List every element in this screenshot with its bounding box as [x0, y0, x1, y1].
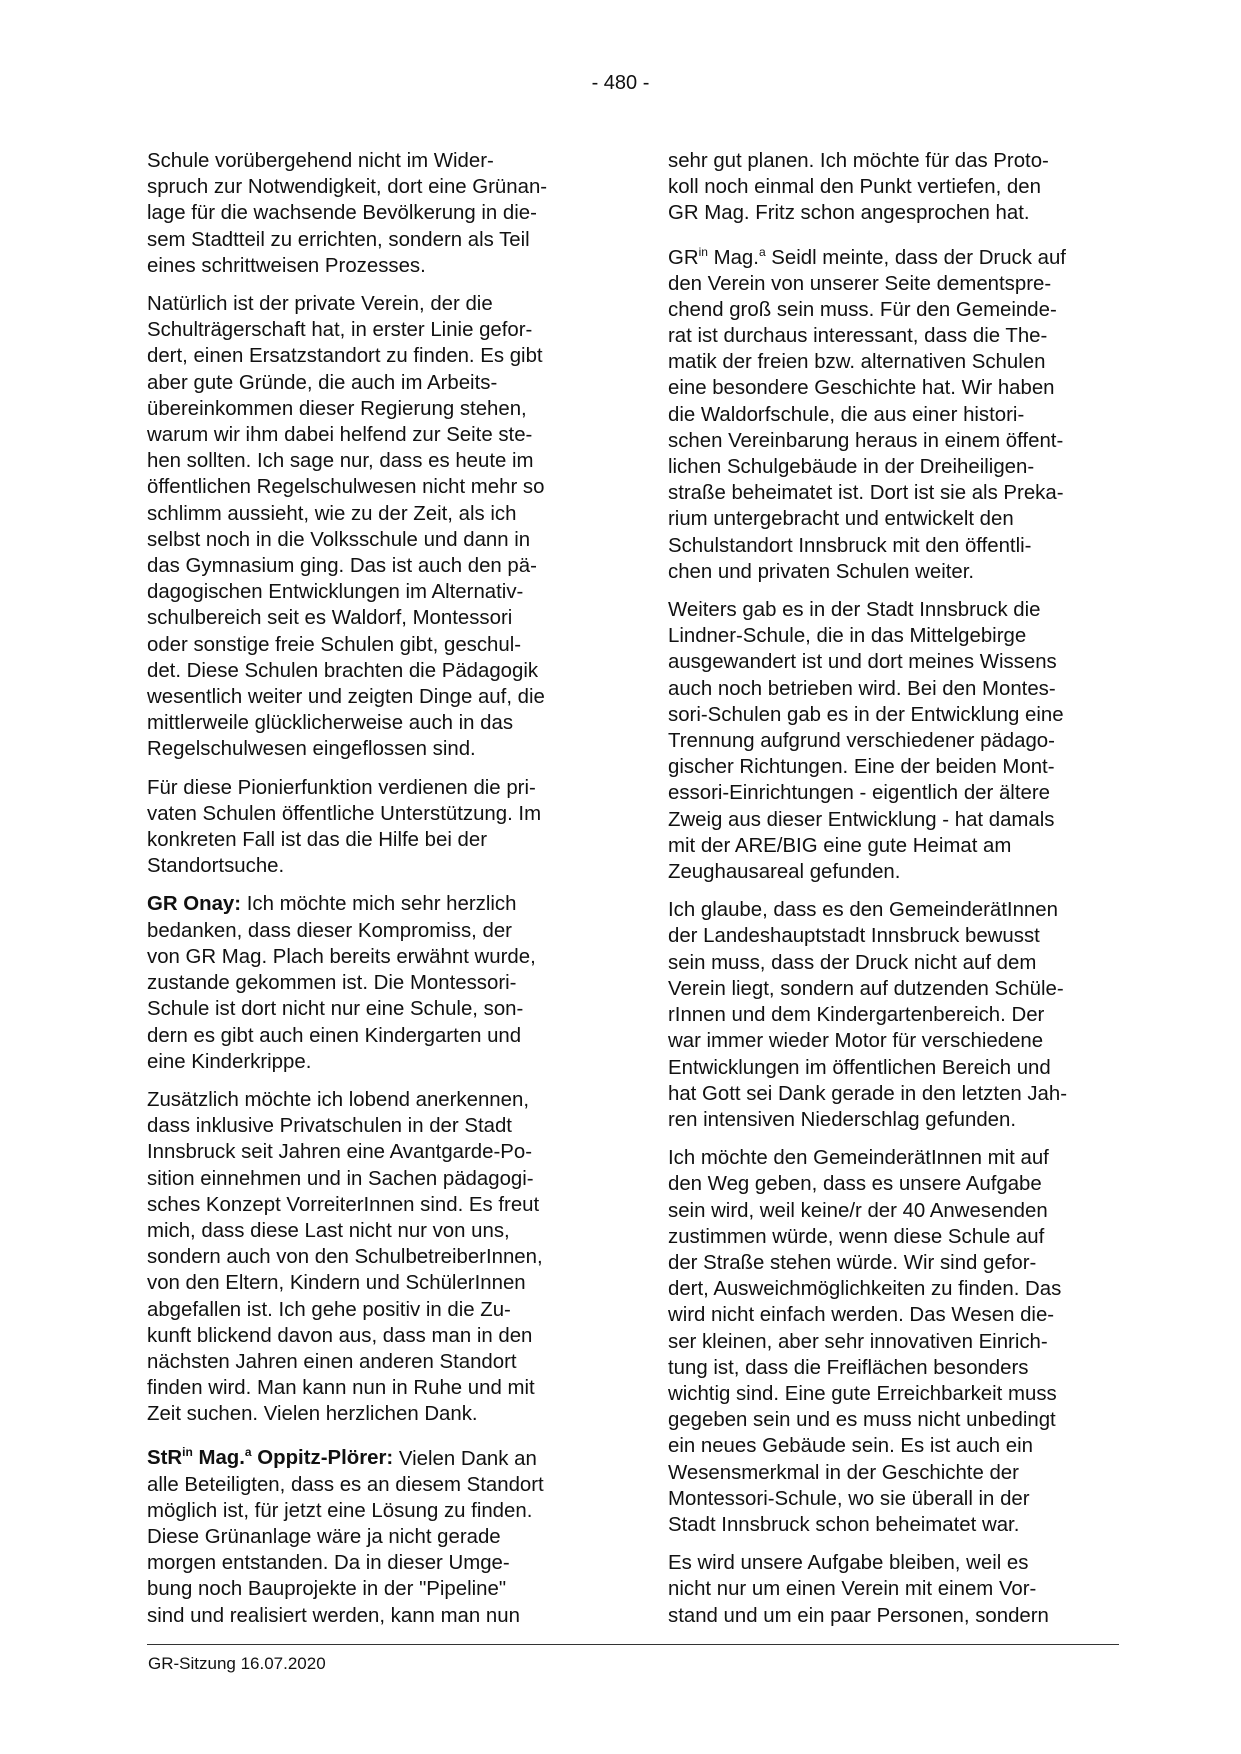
paragraph-line: tung ist, dass die Freiflächen besonders — [668, 1356, 1029, 1379]
paragraph-line: hat Gott sei Dank gerade in den letzten Jah- — [668, 1082, 1067, 1105]
paragraph-line: Zeughausareal gefunden. — [668, 861, 901, 884]
paragraph-line: nächsten Jahren einen anderen Standort — [147, 1350, 517, 1373]
paragraph-line: sches Konzept VorreiterInnen sind. Es freut — [147, 1193, 540, 1216]
footer-session-date: GR-Sitzung 16.07.2020 — [148, 1654, 326, 1673]
paragraph-line: übereinkommen dieser Regierung stehen, — [147, 397, 527, 420]
paragraph-line: öffentlichen Regelschulwesen nicht mehr so — [147, 476, 545, 499]
paragraph-line: ser kleinen, aber sehr innovativen Einrich- — [668, 1330, 1048, 1353]
paragraph-line: Für diese Pionierfunktion verdienen die pri- — [147, 776, 536, 799]
paragraph-line: GR Onay: Ich möchte mich sehr herzlich — [147, 893, 517, 916]
paragraph-speaker-onay — [147, 891, 602, 1074]
paragraph-line: Schulträgerschaft hat, in erster Linie gefor- — [147, 319, 533, 342]
paragraph-line: gegeben sein und es muss nicht unbedingt — [668, 1409, 1056, 1432]
paragraph-line: sition einnehmen und in Sachen pädagogi- — [147, 1167, 534, 1190]
paragraph-line: chend groß sein muss. Für den Gemeinde- — [668, 298, 1057, 321]
paragraph-speaker-oppitz-ploerer — [147, 1440, 602, 1629]
paragraph-line: Verein liegt, sondern auf dutzenden Schüle- — [668, 977, 1064, 1000]
paragraph-line: kunft blickend davon aus, dass man in den — [147, 1324, 533, 1347]
paragraph-line: Stadt Innsbruck schon beheimatet war. — [668, 1513, 1020, 1536]
left-column — [147, 148, 602, 1641]
paragraph-line: sein wird, weil keine/r der 40 Anwesenden — [668, 1199, 1048, 1222]
right-column — [668, 148, 1123, 1641]
paragraph-line: hen sollten. Ich sage nur, dass es heute im — [147, 450, 534, 473]
speaker-name: GR Onay: — [147, 893, 242, 916]
paragraph-line: dert, Ausweichmöglichkeiten zu finden. Das — [668, 1278, 1062, 1301]
paragraph — [668, 1550, 1123, 1629]
paragraph-line: oder sonstige freie Schulen gibt, geschul- — [147, 633, 522, 656]
paragraph-line: chen und privaten Schulen weiter. — [668, 560, 975, 583]
paragraph-line: warum wir ihm dabei helfend zur Seite ste- — [147, 424, 533, 447]
paragraph-line: ausgewandert ist und dort meines Wissens — [668, 651, 1057, 674]
paragraph-line: Trennung aufgrund verschiedener pädago- — [668, 730, 1055, 753]
paragraph-line: bung noch Bauprojekte in der "Pipeline" — [147, 1578, 507, 1601]
paragraph-line: sein muss, dass der Druck nicht auf dem — [668, 951, 1037, 974]
paragraph-line: Ich glaube, dass es den GemeinderätInnen — [668, 899, 1058, 922]
paragraph-line: Diese Grünanlage wäre ja nicht gerade — [147, 1525, 501, 1548]
paragraph-line: Natürlich ist der private Verein, der die — [147, 293, 493, 316]
paragraph-line: zustimmen würde, wenn diese Schule auf — [668, 1225, 1045, 1248]
paragraph-line: eine besondere Geschichte hat. Wir haben — [668, 377, 1055, 400]
paragraph-line: nicht nur um einen Verein mit einem Vor- — [668, 1578, 1037, 1601]
paragraph-line: mit der ARE/BIG eine gute Heimat am — [668, 834, 1012, 857]
paragraph-line: schlimm aussieht, wie zu der Zeit, als ich — [147, 502, 517, 525]
paragraph-line: Schulstandort Innsbruck mit den öffentli- — [668, 534, 1032, 557]
paragraph-line: Regelschulwesen eingeflossen sind. — [147, 738, 476, 761]
paragraph-line: zustande gekommen ist. Die Montessori- — [147, 972, 517, 995]
paragraph-line: der Landeshauptstadt Innsbruck bewusst — [668, 925, 1040, 948]
paragraph-line: Wesensmerkmal in der Geschichte der — [668, 1461, 1019, 1484]
paragraph — [147, 775, 602, 880]
paragraph-line: das Gymnasium ging. Das ist auch den pä- — [147, 555, 537, 578]
paragraph-line: den Verein von unserer Seite dementspre- — [668, 272, 1052, 295]
speaker-name: StR$^{in}$ Mag.$^a$ Oppitz-Plörer: — [147, 1445, 394, 1470]
paragraph-line: StR$^{in}$ Mag.$^a$ Oppitz-Plörer: Vielen Dank an — [147, 1445, 537, 1470]
paragraph-line: Montessori-Schule, wo sie überall in der — [668, 1487, 1030, 1510]
paragraph-line: die Waldorfschule, die aus einer histori- — [668, 403, 1025, 426]
paragraph-line: Zusätzlich möchte ich lobend anerkennen, — [147, 1088, 529, 1111]
paragraph-line: dert, einen Ersatzstandort zu finden. Es gibt — [147, 345, 543, 368]
paragraph-line: morgen entstanden. Da in dieser Umge- — [147, 1552, 510, 1575]
paragraph-line: sori-Schulen gab es in der Entwicklung eine — [668, 703, 1064, 726]
paragraph — [147, 1087, 602, 1428]
paragraph-line: eines schrittweisen Prozesses. — [147, 254, 426, 277]
paragraph-line: sind und realisiert werden, kann man nun — [147, 1604, 520, 1627]
paragraph-line: den Weg geben, dass es unsere Aufgabe — [668, 1173, 1042, 1196]
paragraph-line: rInnen und dem Kindergartenbereich. Der — [668, 1004, 1045, 1027]
paragraph-line: Zeit suchen. Vielen herzlichen Dank. — [147, 1403, 478, 1426]
paragraph-line: sondern auch von den SchulbetreiberInnen, — [147, 1246, 543, 1269]
paragraph-line: dass inklusive Privatschulen in der Stadt — [147, 1115, 512, 1138]
paragraph-line: war immer wieder Motor für verschiedene — [668, 1030, 1044, 1053]
paragraph-line: rat ist durchaus interessant, dass die The- — [668, 325, 1048, 348]
paragraph-line: schen Vereinbarung heraus in einem öffent- — [668, 429, 1064, 452]
paragraph-line: GR Mag. Fritz schon angesprochen hat. — [668, 202, 1030, 225]
paragraph-line: wird nicht einfach werden. Das Wesen die- — [668, 1304, 1055, 1327]
paragraph-line: ren intensiven Niederschlag gefunden. — [668, 1108, 1017, 1131]
paragraph-line: von GR Mag. Plach bereits erwähnt wurde, — [147, 945, 536, 968]
paragraph-line: straße beheimatet ist. Dort ist sie als Preka- — [668, 482, 1064, 505]
footer-divider — [147, 1644, 1119, 1645]
paragraph — [668, 1145, 1123, 1538]
paragraph-line: abgefallen ist. Ich gehe positiv in die Zu- — [147, 1298, 511, 1321]
paragraph-line: aber gute Gründe, die auch im Arbeits- — [147, 371, 498, 394]
paragraph-line: eine Kinderkrippe. — [147, 1050, 312, 1073]
paragraph-line: möglich ist, für jetzt eine Lösung zu finden. — [147, 1499, 533, 1522]
paragraph-line: Schule vorübergehend nicht im Wider- — [147, 150, 494, 172]
paragraph-line: sehr gut planen. Ich möchte für das Proto- — [668, 150, 1049, 172]
paragraph — [668, 897, 1123, 1133]
paragraph-line: auch noch betrieben wird. Bei den Montes- — [668, 677, 1056, 700]
paragraph-line: koll noch einmal den Punkt vertiefen, den — [668, 176, 1041, 199]
paragraph-line: Weiters gab es in der Stadt Innsbruck die — [668, 599, 1041, 622]
paragraph-line: Standortsuche. — [147, 855, 285, 878]
paragraph-line: alle Beteiligten, dass es an diesem Standort — [147, 1473, 544, 1496]
paragraph — [147, 291, 602, 763]
paragraph-line: Es wird unsere Aufgabe bleiben, weil es — [668, 1552, 1029, 1575]
paragraph — [147, 148, 602, 279]
paragraph-line: lichen Schulgebäude in der Dreiheiligen- — [668, 456, 1035, 479]
paragraph-line: wichtig sind. Eine gute Erreichbarkeit muss — [668, 1382, 1057, 1405]
paragraph-line: Zweig aus dieser Entwicklung - hat damals — [668, 808, 1055, 831]
paragraph-line: vaten Schulen öffentliche Unterstützung. Im — [147, 802, 542, 825]
paragraph-line: konkreten Fall ist das die Hilfe bei der — [147, 829, 488, 852]
paragraph-line: Lindner-Schule, die in das Mittelgebirge — [668, 625, 1027, 648]
paragraph-line: gischer Richtungen. Eine der beiden Mont- — [668, 756, 1055, 779]
paragraph-line: mittlerweile glücklicherweise auch in das — [147, 712, 514, 735]
paragraph-line: lage für die wachsende Bevölkerung in die- — [147, 202, 537, 225]
paragraph-line: essori-Einrichtungen - eigentlich der ältere — [668, 782, 1050, 805]
paragraph-line: schulbereich seit es Waldorf, Montessori — [147, 607, 513, 630]
paragraph-line: matik der freien bzw. alternativen Schulen — [668, 351, 1046, 374]
paragraph — [668, 148, 1123, 227]
paragraph-line: dern es gibt auch einen Kindergarten und — [147, 1024, 522, 1047]
paragraph-line: rium untergebracht und entwickelt den — [668, 508, 1014, 531]
paragraph-line: der Straße stehen würde. Wir sind gefor- — [668, 1251, 1037, 1274]
paragraph-line: selbst noch in die Volksschule und dann in — [147, 528, 531, 551]
paragraph-line: det. Diese Schulen brachten die Pädagogik — [147, 659, 539, 682]
page-number: - 480 - — [591, 72, 650, 94]
paragraph-line: dagogischen Entwicklungen im Alternativ- — [147, 581, 524, 604]
paragraph-line: sem Stadtteil zu errichten, sondern als Teil — [147, 228, 530, 251]
paragraph-line: wesentlich weiter und zeigten Dinge auf, die — [147, 686, 545, 709]
paragraph-line: Schule ist dort nicht nur eine Schule, son- — [147, 998, 524, 1021]
paragraph — [668, 597, 1123, 885]
paragraph-line: Entwicklungen im öffentlichen Bereich und — [668, 1056, 1051, 1079]
paragraph-line: bedanken, dass dieser Kompromiss, der — [147, 919, 512, 942]
paragraph-line: von den Eltern, Kindern und SchülerInnen — [147, 1272, 526, 1295]
paragraph-line: spruch zur Notwendigkeit, dort eine Grünan- — [147, 176, 548, 199]
paragraph-line: mich, dass diese Last nicht nur von uns, — [147, 1219, 510, 1242]
paragraph-line: $GR^{in}$ Mag.$^a$ Seidl meinte, dass der Druck auf — [668, 244, 1066, 269]
paragraph-line: Ich möchte den GemeinderätInnen mit auf — [668, 1147, 1049, 1170]
paragraph-line: finden wird. Man kann nun in Ruhe und mit — [147, 1377, 535, 1400]
paragraph — [668, 239, 1123, 585]
paragraph-line: Innsbruck seit Jahren eine Avantgarde-Po- — [147, 1141, 533, 1164]
paragraph-line: stand und um ein paar Personen, sondern — [668, 1604, 1049, 1627]
paragraph-line: ein neues Gebäude sein. Es ist auch ein — [668, 1435, 1034, 1458]
